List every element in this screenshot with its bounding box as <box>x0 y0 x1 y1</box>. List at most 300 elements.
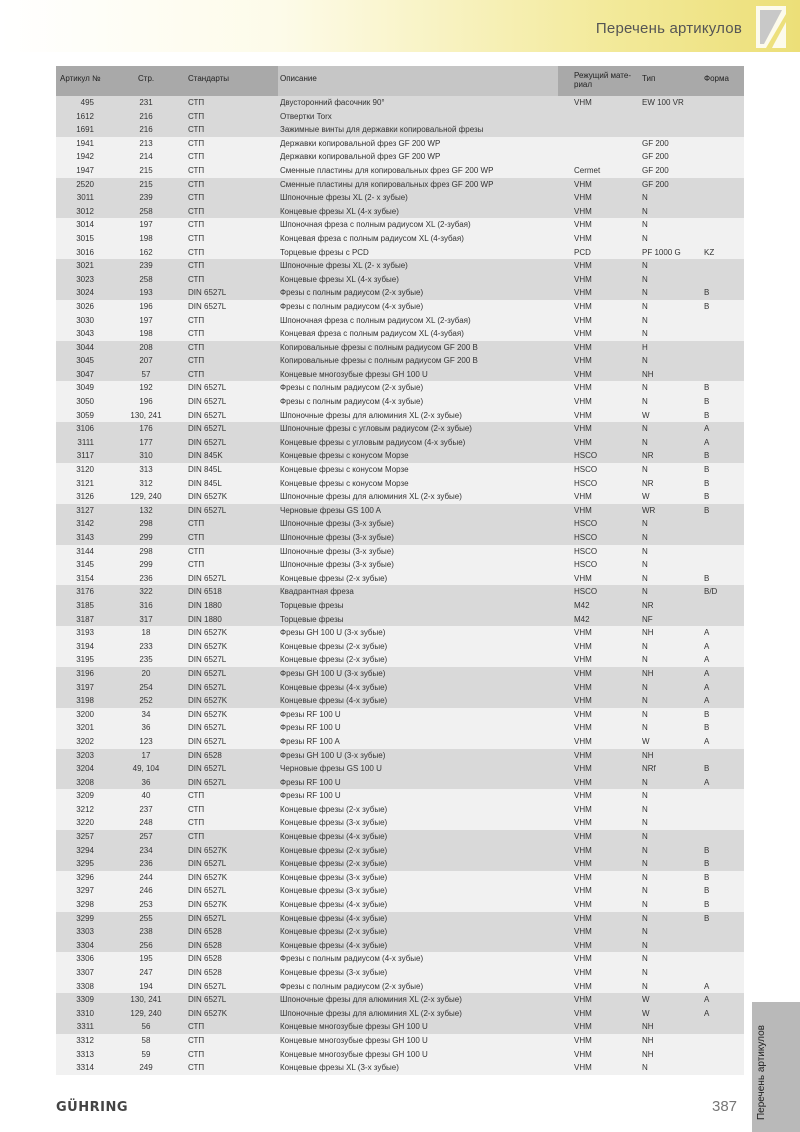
cell-type: N <box>642 900 648 910</box>
cell-type: NR <box>642 451 654 461</box>
cell-type: N <box>642 818 648 828</box>
cell-description: Концевые фрезы (4-х зубые) <box>280 913 388 923</box>
cell-material: VHM <box>574 179 592 189</box>
cell-page: 198 <box>139 329 153 339</box>
cell-type: NH <box>642 750 654 760</box>
cell-standard: DIN 6528 <box>188 940 222 950</box>
cell-article: 3204 <box>76 764 94 774</box>
table-row <box>56 939 744 953</box>
cell-standard: СТП <box>188 329 205 339</box>
cell-description: Фрезы RF 100 U <box>280 777 341 787</box>
cell-type: N <box>642 397 648 407</box>
cell-material: VHM <box>574 342 592 352</box>
table-row <box>56 667 744 681</box>
cell-form: B <box>704 492 710 502</box>
cell-material: VHM <box>574 1008 592 1018</box>
cell-material: VHM <box>574 818 592 828</box>
table-row <box>56 490 744 504</box>
table-row <box>56 164 744 178</box>
cell-description: Концевые фрезы (2-х зубые) <box>280 859 388 869</box>
cell-article: 3047 <box>76 369 94 379</box>
cell-standard: DIN 6527K <box>188 641 228 651</box>
cell-description: Концевые фрезы (4-х зубые) <box>280 682 388 692</box>
cell-article: 3043 <box>76 329 94 339</box>
cell-description: Концевые фрезы (2-х зубые) <box>280 641 388 651</box>
cell-type: N <box>642 274 648 284</box>
description-header-bg <box>278 66 558 96</box>
cell-material: VHM <box>574 573 592 583</box>
cell-article: 3016 <box>76 247 94 257</box>
cell-material: VHM <box>574 736 592 746</box>
table-row <box>56 599 744 613</box>
table-row <box>56 354 744 368</box>
cell-page: 312 <box>139 478 153 488</box>
cell-standard: DIN 6527L <box>188 764 227 774</box>
cell-description: Фрезы GH 100 U (3-х зубые) <box>280 750 386 760</box>
cell-page: 253 <box>139 900 153 910</box>
cell-page: 197 <box>139 220 153 230</box>
cell-type: N <box>642 709 648 719</box>
cell-material: VHM <box>574 764 592 774</box>
cell-standard: DIN 6518 <box>188 587 222 597</box>
cell-article: 1691 <box>76 125 94 135</box>
cell-form: KZ <box>704 247 715 257</box>
cell-page: 236 <box>139 573 153 583</box>
cell-form: B <box>704 845 710 855</box>
cell-article: 3208 <box>76 777 94 787</box>
cell-article: 3203 <box>76 750 94 760</box>
cell-material: VHM <box>574 288 592 298</box>
cell-description: Концевые многозубые фрезы GH 100 U <box>280 1022 428 1032</box>
cell-description: Концевые фрезы (4-х зубые) <box>280 696 388 706</box>
cell-page: 231 <box>139 98 153 107</box>
cell-type: NR <box>642 478 654 488</box>
cell-description: Черновые фрезы GS 100 U <box>280 764 382 774</box>
cell-material: VHM <box>574 900 592 910</box>
cell-description: Фрезы RF 100 A <box>280 736 340 746</box>
cell-type: N <box>642 288 648 298</box>
cell-description: Шпоночные фрезы XL (2- х зубые) <box>280 193 408 203</box>
cell-material: VHM <box>574 397 592 407</box>
cell-type: N <box>642 696 648 706</box>
cell-description: Концевые фрезы с конусом Морзе <box>280 451 409 461</box>
cell-type: N <box>642 954 648 964</box>
table-body <box>56 96 744 1075</box>
cell-article: 1947 <box>76 165 94 175</box>
table-row <box>56 232 744 246</box>
cell-article: 3049 <box>76 383 94 393</box>
cell-page: 208 <box>139 342 153 352</box>
cell-material: VHM <box>574 220 592 230</box>
cell-material: HSCO <box>574 519 598 529</box>
cell-standard: DIN 845L <box>188 478 222 488</box>
cell-standard: DIN 6527K <box>188 628 228 638</box>
table-row <box>56 776 744 790</box>
cell-description: Концевые фрезы (2-х зубые) <box>280 804 388 814</box>
cell-article: 3307 <box>76 968 94 977</box>
table-row <box>56 449 744 463</box>
cell-article: 3012 <box>76 206 94 216</box>
cell-standard: DIN 6527K <box>188 872 228 882</box>
cell-type: WR <box>642 505 656 515</box>
cell-description: Торцевые фрезы <box>280 614 344 624</box>
cell-page: 162 <box>139 247 153 257</box>
cell-standard: DIN 6527K <box>188 492 228 502</box>
cell-description: Концевые фрезы с конусом Морзе <box>280 478 409 488</box>
cell-article: 3142 <box>76 519 94 529</box>
cell-form: A <box>704 682 710 692</box>
cell-form: B <box>704 872 710 882</box>
table-row <box>56 96 744 110</box>
cell-page: 322 <box>139 587 153 597</box>
cell-form: B <box>704 709 710 719</box>
table-row <box>56 422 744 436</box>
cell-page: 258 <box>139 274 153 284</box>
cell-material: VHM <box>574 791 592 801</box>
cell-page: 215 <box>139 179 153 189</box>
cell-page: 196 <box>139 301 153 311</box>
cell-material: HSCO <box>574 451 598 461</box>
cell-description: Фрезы с полным радиусом (4-х зубые) <box>280 397 424 407</box>
cell-type: W <box>642 1008 650 1018</box>
cell-standard: СТП <box>188 152 205 162</box>
cell-description: Шпоночные фрезы для алюминия XL (2-х зубые) <box>280 410 462 420</box>
cell-article: 3023 <box>76 274 94 284</box>
cell-material: VHM <box>574 804 592 814</box>
cell-description: Концевые фрезы (3-х зубые) <box>280 886 388 896</box>
cell-material: VHM <box>574 301 592 311</box>
cell-type: GF 200 <box>642 152 669 162</box>
cell-description: Шпоночные фрезы для алюминия XL (2-х зубые) <box>280 492 462 502</box>
cell-page: 194 <box>139 981 153 991</box>
table-row <box>56 314 744 328</box>
cell-material: VHM <box>574 1035 592 1045</box>
cell-standard: DIN 6527L <box>188 505 227 515</box>
cell-form: B <box>704 505 710 515</box>
table-row <box>56 273 744 287</box>
cell-material: VHM <box>574 709 592 719</box>
cell-page: 299 <box>139 560 153 570</box>
cell-form: A <box>704 655 710 665</box>
cell-page: 56 <box>141 1022 151 1032</box>
table-row <box>56 585 744 599</box>
cell-page: 214 <box>139 152 153 162</box>
cell-standard: DIN 6527L <box>188 573 227 583</box>
table-row <box>56 558 744 572</box>
cell-description: Концевые многозубые фрезы GH 100 U <box>280 1049 428 1059</box>
table-row <box>56 1061 744 1075</box>
cell-page: 36 <box>141 723 151 733</box>
table-row <box>56 205 744 219</box>
cell-description: Концевые фрезы XL (4-х зубые) <box>280 274 399 284</box>
col-header-form: Форма <box>704 74 729 83</box>
cell-material: VHM <box>574 437 592 447</box>
cell-description: Концевые фрезы (2-х зубые) <box>280 573 388 583</box>
cell-form: B <box>704 288 710 298</box>
cell-page: 195 <box>139 954 153 964</box>
cell-type: GF 200 <box>642 179 669 189</box>
cell-article: 3117 <box>76 451 94 461</box>
table-row <box>56 572 744 586</box>
cell-material: VHM <box>574 723 592 733</box>
cell-material: VHM <box>574 968 592 977</box>
cell-type: NH <box>642 369 654 379</box>
cell-material: VHM <box>574 859 592 869</box>
cell-form: B <box>704 573 710 583</box>
table-row <box>56 1048 744 1062</box>
cell-description: Сменные пластины для копировальных фрез GF 200 WP <box>280 179 494 189</box>
cell-article: 3201 <box>76 723 94 733</box>
cell-description: Шпоночные фрезы с угловым радиусом (2-х зубые) <box>280 424 472 434</box>
cell-page: 248 <box>139 818 153 828</box>
cell-type: NH <box>642 668 654 678</box>
cell-standard: СТП <box>188 546 205 556</box>
table-row <box>56 300 744 314</box>
table-row <box>56 191 744 205</box>
cell-type: N <box>642 777 648 787</box>
cell-description: Шпоночные фрезы (3-х зубые) <box>280 546 394 556</box>
cell-description: Концевые многозубые фрезы GH 100 U <box>280 1035 428 1045</box>
cell-description: Фрезы с полным радиусом (2-х зубые) <box>280 981 424 991</box>
cell-page: 237 <box>139 804 153 814</box>
cell-material: VHM <box>574 641 592 651</box>
cell-article: 3312 <box>76 1035 94 1045</box>
cell-material: VHM <box>574 927 592 937</box>
cell-standard: СТП <box>188 233 205 243</box>
cell-page: 192 <box>139 383 153 393</box>
cell-material: VHM <box>574 682 592 692</box>
table-row <box>56 735 744 749</box>
cell-standard: DIN 6527K <box>188 709 228 719</box>
cell-standard: DIN 6527L <box>188 383 227 393</box>
cell-material: VHM <box>574 206 592 216</box>
cell-article: 3106 <box>76 424 94 434</box>
cell-type: N <box>642 913 648 923</box>
cell-type: NRf <box>642 764 656 774</box>
cell-type: N <box>642 859 648 869</box>
cell-page: 59 <box>141 1049 151 1059</box>
cell-standard: СТП <box>188 560 205 570</box>
cell-description: Сменные пластины для копировальных фрез GF 200 WP <box>280 165 494 175</box>
cell-type: GF 200 <box>642 138 669 148</box>
cell-type: W <box>642 995 650 1005</box>
table-row <box>56 789 744 803</box>
cell-article: 495 <box>80 98 94 107</box>
cell-type: N <box>642 261 648 271</box>
cell-page: 258 <box>139 206 153 216</box>
cell-type: N <box>642 533 648 542</box>
cell-type: N <box>642 981 648 991</box>
cell-article: 3296 <box>76 872 94 882</box>
cell-article: 3196 <box>76 668 94 678</box>
table-row <box>56 626 744 640</box>
cell-page: 215 <box>139 165 153 175</box>
cell-description: Двусторонний фасочник 90° <box>280 98 385 107</box>
cell-article: 3176 <box>76 587 94 597</box>
cell-article: 3144 <box>76 546 94 556</box>
col-header-type: Тип <box>642 74 656 83</box>
cell-page: 193 <box>139 288 153 298</box>
cell-type: N <box>642 437 648 447</box>
guhring-logo-icon <box>752 4 790 50</box>
cell-page: 130, 241 <box>130 410 162 420</box>
cell-standard: DIN 845L <box>188 465 222 475</box>
cell-type: N <box>642 655 648 665</box>
cell-material: VHM <box>574 274 592 284</box>
cell-standard: СТП <box>188 165 205 175</box>
cell-standard: СТП <box>188 261 205 271</box>
cell-article: 3220 <box>76 818 94 828</box>
table-row <box>56 517 744 531</box>
cell-standard: DIN 6527L <box>188 301 227 311</box>
cell-standard: DIN 6527L <box>188 288 227 298</box>
cell-article: 3295 <box>76 859 94 869</box>
cell-standard: DIN 6527L <box>188 981 227 991</box>
cell-page: 129, 240 <box>130 1008 162 1018</box>
cell-description: Отвертки Torx <box>280 111 332 121</box>
cell-form: B <box>704 451 710 461</box>
cell-standard: СТП <box>188 206 205 216</box>
table-row <box>56 531 744 545</box>
table-row <box>56 123 744 137</box>
cell-standard: DIN 6527K <box>188 1008 228 1018</box>
cell-material: VHM <box>574 832 592 842</box>
cell-form: A <box>704 668 710 678</box>
col-header-article: Артикул № <box>60 74 101 83</box>
cell-article: 1941 <box>76 138 94 148</box>
cell-standard: СТП <box>188 791 205 801</box>
cell-type: N <box>642 832 648 842</box>
cell-article: 3297 <box>76 886 94 896</box>
cell-standard: СТП <box>188 125 205 135</box>
cell-form: A <box>704 736 710 746</box>
cell-material: VHM <box>574 410 592 420</box>
cell-page: 299 <box>139 533 153 542</box>
cell-page: 213 <box>139 138 153 148</box>
cell-article: 3198 <box>76 696 94 706</box>
cell-article: 3014 <box>76 220 94 230</box>
cell-material: VHM <box>574 995 592 1005</box>
cell-article: 3306 <box>76 954 94 964</box>
cell-page: 57 <box>141 369 151 379</box>
cell-type: W <box>642 410 650 420</box>
cell-material: VHM <box>574 696 592 706</box>
cell-description: Фрезы RF 100 U <box>280 723 341 733</box>
cell-type: N <box>642 220 648 230</box>
cell-type: N <box>642 927 648 937</box>
cell-form: A <box>704 424 710 434</box>
cell-description: Фрезы с полным радиусом (2-х зубые) <box>280 288 424 298</box>
cell-article: 3121 <box>76 478 94 488</box>
cell-material: VHM <box>574 777 592 787</box>
cell-material: VHM <box>574 940 592 950</box>
cell-article: 3313 <box>76 1049 94 1059</box>
table-row <box>56 477 744 491</box>
cell-standard: СТП <box>188 179 205 189</box>
cell-page: 256 <box>139 940 153 950</box>
page-title: Перечень артикулов <box>595 20 742 37</box>
cell-article: 3212 <box>76 804 94 814</box>
cell-description: Фрезы с полным радиусом (4-х зубые) <box>280 954 424 964</box>
cell-type: N <box>642 872 648 882</box>
cell-material: VHM <box>574 369 592 379</box>
table-header <box>56 66 744 96</box>
col-header-material: Режущий мате- риал <box>574 71 631 89</box>
cell-page: 18 <box>141 628 151 638</box>
cell-article: 3311 <box>76 1022 94 1032</box>
cell-page: 40 <box>141 791 151 801</box>
cell-type: NH <box>642 1022 654 1032</box>
cell-type: N <box>642 791 648 801</box>
table-row <box>56 368 744 382</box>
cell-description: Шпоночная фреза с полным радиусом XL (2-зубая) <box>280 220 471 230</box>
cell-standard: DIN 6527L <box>188 668 227 678</box>
cell-standard: DIN 6527L <box>188 424 227 434</box>
cell-material: VHM <box>574 872 592 882</box>
cell-page: 34 <box>141 709 151 719</box>
cell-page: 244 <box>139 872 153 882</box>
table-row <box>56 110 744 124</box>
cell-description: Шпоночные фрезы для алюминия XL (2-х зубые) <box>280 995 462 1005</box>
cell-standard: DIN 6527K <box>188 900 228 910</box>
table-row <box>56 694 744 708</box>
cell-description: Державки копировальной фрез GF 200 WP <box>280 138 441 148</box>
cell-type: N <box>642 206 648 216</box>
cell-standard: СТП <box>188 111 205 121</box>
table-row <box>56 436 744 450</box>
cell-article: 2520 <box>76 179 94 189</box>
cell-standard: СТП <box>188 1022 205 1032</box>
cell-description: Державки копировальной фрез GF 200 WP <box>280 152 441 162</box>
cell-description: Концевые фрезы XL (3-х зубые) <box>280 1063 399 1073</box>
table-row <box>56 178 744 192</box>
cell-form: B <box>704 886 710 896</box>
cell-standard: DIN 6527L <box>188 886 227 896</box>
cell-form: A <box>704 628 710 638</box>
cell-article: 3126 <box>76 492 94 502</box>
cell-article: 3194 <box>76 641 94 651</box>
cell-material: VHM <box>574 845 592 855</box>
cell-form: B <box>704 764 710 774</box>
cell-page: 58 <box>141 1035 151 1045</box>
cell-page: 317 <box>139 614 153 624</box>
cell-page: 234 <box>139 845 153 855</box>
cell-description: Торцевые фрезы с PCD <box>280 247 369 257</box>
cell-form: B <box>704 723 710 733</box>
cell-description: Концевые фрезы (4-х зубые) <box>280 832 388 842</box>
table-row <box>56 980 744 994</box>
cell-page: 254 <box>139 682 153 692</box>
cell-form: B <box>704 383 710 393</box>
cell-description: Квадрантная фреза <box>280 587 354 597</box>
cell-standard: СТП <box>188 832 205 842</box>
cell-article: 3015 <box>76 233 94 243</box>
col-header-page: Стр. <box>138 74 155 83</box>
cell-material: VHM <box>574 233 592 243</box>
cell-type: N <box>642 233 648 243</box>
cell-standard: DIN 6527L <box>188 437 227 447</box>
cell-material: HSCO <box>574 546 598 556</box>
cell-page: 249 <box>139 1063 153 1073</box>
cell-material: VHM <box>574 383 592 393</box>
cell-standard: DIN 6527L <box>188 736 227 746</box>
table-row <box>56 1020 744 1034</box>
cell-standard: DIN 6527L <box>188 913 227 923</box>
table-row <box>56 640 744 654</box>
cell-material: VHM <box>574 329 592 339</box>
cell-page: 235 <box>139 655 153 665</box>
cell-material: VHM <box>574 655 592 665</box>
